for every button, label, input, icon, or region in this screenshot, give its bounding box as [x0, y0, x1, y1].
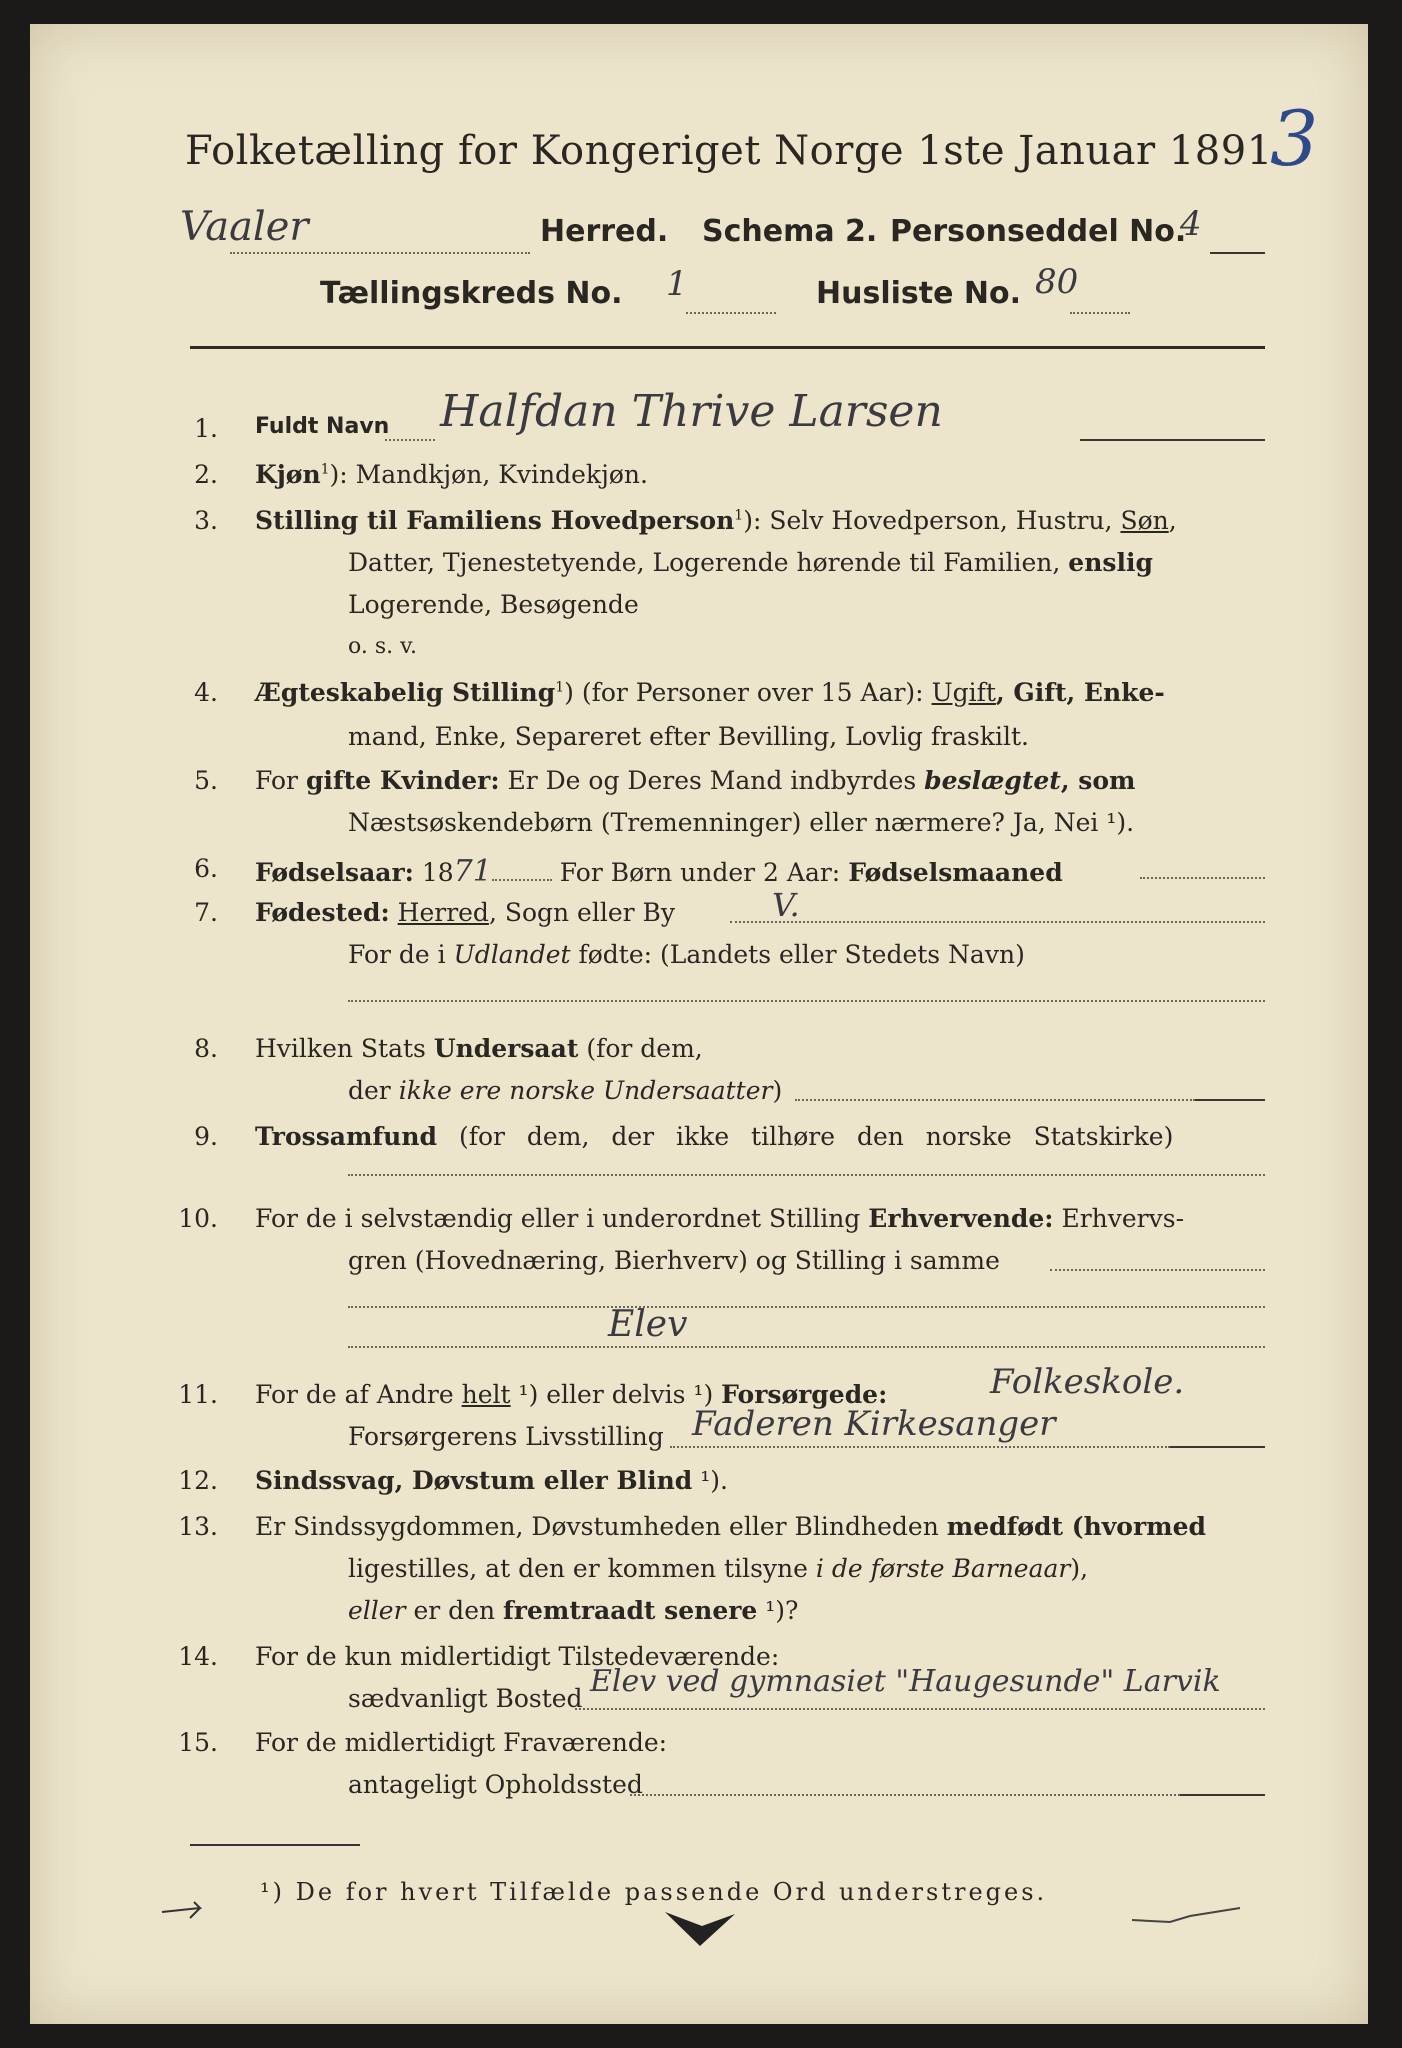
field-8-line2-i: ikke ere norske Undersaatter [398, 1076, 773, 1105]
field-9-number: 9. [194, 1122, 218, 1151]
field-12-rest: ¹). [692, 1466, 728, 1495]
field-13-line3-i: eller [348, 1596, 406, 1625]
provider-value: Faderen Kirkesanger [692, 1404, 1056, 1444]
field-2-sup: 1 [320, 461, 330, 478]
field-8-c: (for dem, [578, 1034, 703, 1063]
herred-label: Herred. [540, 214, 669, 249]
occupation-value: Elev [608, 1304, 688, 1345]
field-6-rest: For Børn under 2 Aar: [559, 858, 849, 887]
field-11-b: ¹) eller delvis ¹) [510, 1380, 722, 1409]
field-7-line1 [255, 898, 675, 927]
field-7-selected: Herred [397, 898, 489, 927]
field-8-b: Undersaat [433, 1034, 579, 1063]
field-5-end: , som [1060, 766, 1136, 795]
field-9-label: Trossamfund [255, 1122, 438, 1151]
field-3-line2-text: Datter, Tjenestetyende, Logerende hørende til Familien, [348, 548, 1069, 577]
field-5-prefix: For [255, 766, 306, 795]
field-2-opt1: Mandkjøn [355, 460, 483, 489]
supported-value: Folkeskole. [990, 1362, 1185, 1402]
field-6-line [255, 854, 1063, 889]
field-3-sup: 1 [734, 507, 744, 524]
field-13-line3-b: fremtraadt senere [503, 1596, 758, 1625]
field-2-rest: ): [329, 460, 356, 489]
field-3-number: 3. [194, 506, 218, 535]
field-1-number: 1. [194, 414, 218, 443]
field-2-number: 2. [194, 460, 218, 489]
field-9-line [255, 1122, 1173, 1151]
field-8-line2-b: ) [772, 1076, 783, 1105]
field-5-italic: beslægtet [924, 766, 1061, 795]
field-13-line1 [255, 1512, 1206, 1541]
usual-residence-value: Elev ved gymnasiet "Haugesunde" Larvik [590, 1664, 1221, 1699]
field-4-rest: ) (for Personer over 15 Aar): [564, 678, 932, 707]
field-4-selected: Ugift [931, 678, 996, 707]
field-7-number: 7. [194, 898, 218, 927]
field-8-a: Hvilken Stats [255, 1034, 434, 1063]
field-5-label: gifte Kvinder: [305, 766, 500, 795]
field-3-line2-bold: enslig [1068, 548, 1153, 577]
husliste-label: Husliste No. [816, 276, 1021, 311]
field-3-line3: Logerende, Besøgende [348, 590, 639, 619]
footnote-rule [190, 1844, 360, 1846]
footnote: ¹) De for hvert Tilfælde passende Ord understreges. [260, 1878, 1048, 1906]
field-4-line1 [255, 678, 1165, 707]
field-13-line3-c: ¹)? [757, 1596, 799, 1625]
field-2-label: Kjøn [255, 460, 321, 489]
field-10-b: Erhvervende: [868, 1204, 1054, 1233]
field-9-rest: (for dem, der ikke tilhøre den norske Statskirke) [437, 1122, 1174, 1151]
birthplace-value: V. [772, 886, 800, 924]
taellingskreds-label: Tællingskreds No. [320, 276, 623, 311]
field-3-line2 [348, 548, 1153, 577]
field-2-line [255, 460, 648, 489]
field-12-label: Sindssvag, Døvstum eller Blind [255, 1466, 693, 1495]
header-rule [190, 346, 1265, 349]
field-7-line2 [348, 940, 1025, 969]
field-6-number: 6. [194, 854, 218, 883]
field-5-line2: Næstsøskendebørn (Tremenninger) eller nærmere? Ja, Nei ¹). [348, 808, 1135, 837]
field-14-line1: For de kun midlertidigt Tilstedeværende: [255, 1642, 780, 1671]
field-11-bold: Forsørgede: [721, 1380, 888, 1409]
field-15-line2: antageligt Opholdssted [348, 1770, 643, 1799]
husliste-no: 80 [1035, 262, 1079, 302]
field-5-rest: Er De og Deres Mand indbyrdes [499, 766, 925, 795]
census-form-page [30, 24, 1368, 2024]
field-13-number: 13. [178, 1512, 218, 1541]
field-13-line2-b: ), [1070, 1554, 1089, 1583]
field-6-rest-bold: Fødselsmaaned [848, 858, 1063, 887]
field-4-line2: mand, Enke, Separeret efter Bevilling, Lovlig fraskilt. [348, 722, 1029, 751]
field-5-line1 [255, 766, 1135, 795]
field-13-b: medfødt [946, 1512, 1064, 1541]
pen-mark-center [660, 1904, 740, 1954]
field-4-label: Ægteskabelig Stilling [255, 678, 556, 707]
field-13-c: (hvormed [1063, 1512, 1206, 1541]
field-12-line [255, 1466, 728, 1495]
field-12-number: 12. [178, 1466, 218, 1495]
field-13-line2-a: ligestilles, at den er kommen tilsyne [348, 1554, 816, 1583]
birth-year-value: 71 [453, 854, 492, 889]
field-8-line2-a: der [348, 1076, 399, 1105]
field-15-number: 15. [178, 1728, 218, 1757]
pen-mark-left [160, 1894, 230, 1924]
pen-mark-right [1130, 1900, 1250, 1930]
full-name-value: Halfdan Thrive Larsen [440, 386, 943, 437]
field-7-rest: , Sogn eller By [488, 898, 676, 927]
field-13-line3-a: er den [405, 1596, 504, 1625]
field-11-line2: Forsørgerens Livsstilling [348, 1422, 664, 1451]
field-8-number: 8. [194, 1034, 218, 1063]
field-4-end: , Gift, Enke- [995, 678, 1165, 707]
field-13-line2-i: i de første Barneaar [815, 1554, 1071, 1583]
field-3-selected: Søn [1120, 506, 1169, 535]
field-11-selected: helt [461, 1380, 511, 1409]
corner-number: 3 [1270, 94, 1319, 183]
field-14-line2: sædvanligt Bosted [348, 1684, 583, 1713]
field-10-line1 [255, 1204, 1184, 1233]
field-10-line2: gren (Hovednæring, Bierhverv) og Stilling i samme [348, 1246, 1000, 1275]
field-10-c: Erhvervs- [1053, 1204, 1185, 1233]
field-3-line1 [255, 506, 1177, 535]
field-3-rest: ): Selv Hovedperson, Hustru, [743, 506, 1121, 535]
field-13-a: Er Sindssygdommen, Døvstumheden eller Blindheden [255, 1512, 947, 1541]
field-15-line1: For de midlertidigt Fraværende: [255, 1728, 668, 1757]
field-8-line1 [255, 1034, 703, 1063]
field-7-line2-i: Udlandet [453, 940, 571, 969]
field-11-number: 11. [178, 1380, 218, 1409]
field-13-line3 [348, 1596, 798, 1625]
field-7-line2-a: For de i [348, 940, 454, 969]
schema-label: Schema 2. [702, 214, 878, 249]
field-10-a: For de i selvstændig eller i underordnet Stilling [255, 1204, 869, 1233]
field-2-opt2: , Kvindekjøn. [482, 460, 648, 489]
field-8-line2 [348, 1076, 782, 1105]
taellingskreds-no: 1 [666, 264, 688, 304]
field-10-number: 10. [178, 1204, 218, 1233]
field-13-line2 [348, 1554, 1088, 1583]
field-14-number: 14. [178, 1642, 218, 1671]
field-7-label: Fødested: [255, 898, 390, 927]
personseddel-no: 4 [1180, 204, 1202, 244]
field-5-number: 5. [194, 766, 218, 795]
field-11-a: For de af Andre [255, 1380, 462, 1409]
herred-name: Vaaler [180, 204, 309, 250]
field-3-label: Stilling til Familiens Hovedperson [255, 506, 735, 535]
field-3-line4: o. s. v. [348, 634, 417, 659]
field-4-number: 4. [194, 678, 218, 707]
personseddel-label: Personseddel No. [890, 214, 1187, 249]
field-3-end: , [1168, 506, 1177, 535]
field-1-label: Fuldt Navn [255, 414, 390, 439]
field-6-label: Fødselsaar: [255, 858, 414, 887]
form-title: Folketælling for Kongeriget Norge 1ste Januar 1891. [185, 128, 1286, 174]
field-4-sup: 1 [555, 679, 565, 696]
field-6-prefix: 18 [421, 858, 454, 887]
field-7-line2-b: fødte: (Landets eller Stedets Navn) [570, 940, 1025, 969]
